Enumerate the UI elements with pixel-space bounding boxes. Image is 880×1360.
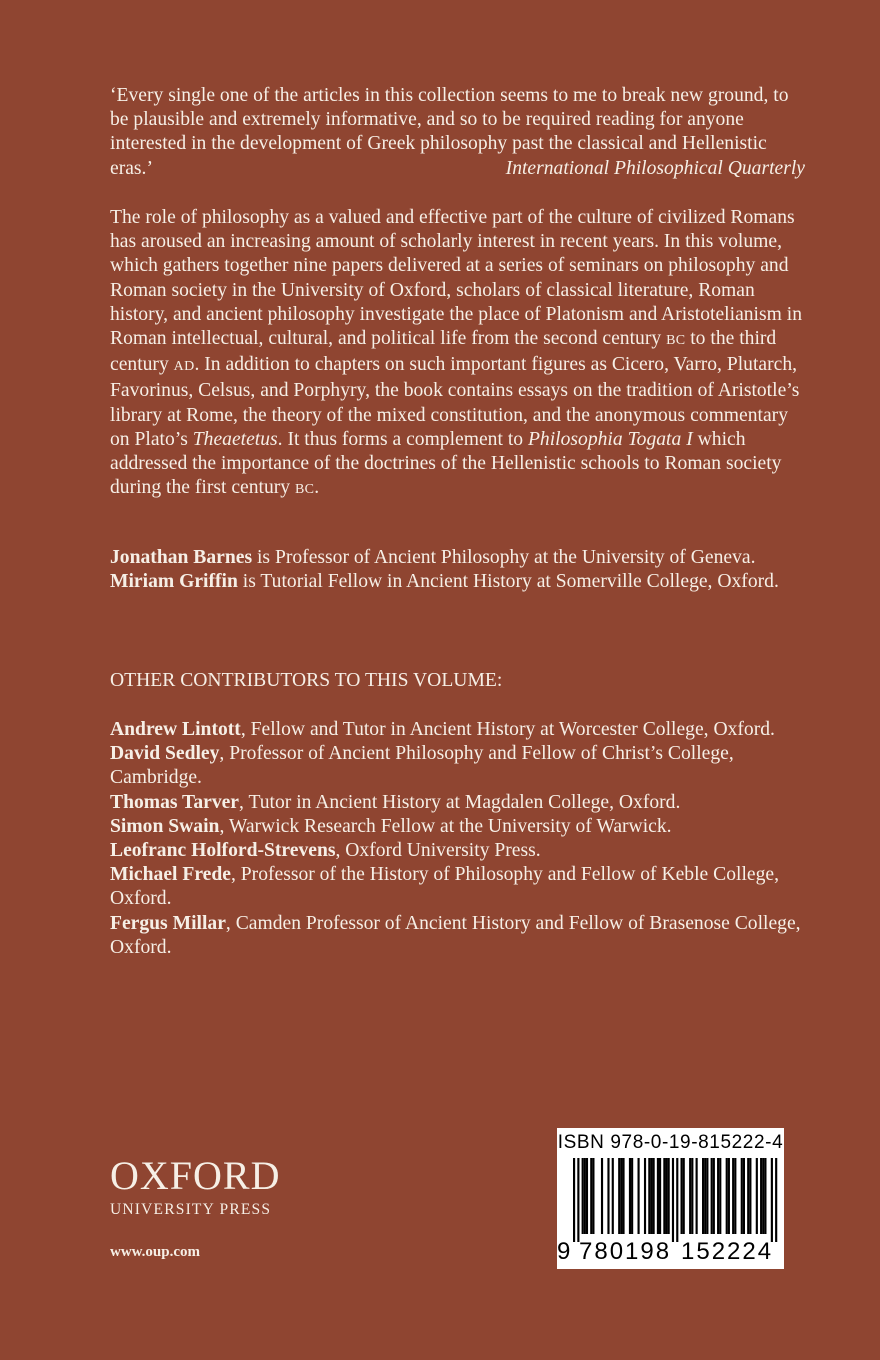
- barcode-bar: [689, 1158, 691, 1234]
- barcode-bar: [719, 1158, 721, 1234]
- contributor-name: Simon Swain: [110, 815, 220, 837]
- barcode-bar: [760, 1158, 762, 1234]
- review-source: International Philosophical Quarterly: [505, 157, 805, 179]
- description-text: . In addition to chapters on such important figures as Cicero, Varro, Plutarch, Favorinus, Celsus, and Porphyry, the book contains essays on the tradition of Aristotle’s library at Rome, the theory of the mixed constitution, and the anonymous commentary on Plato’s: [110, 354, 800, 450]
- contributor-name: Andrew Lintott: [110, 719, 241, 740]
- book-description: [110, 206, 805, 502]
- barcode-bar: [573, 1158, 575, 1242]
- barcode-bar: [711, 1158, 713, 1234]
- barcode-bar: [618, 1158, 620, 1234]
- barcode-bar: [612, 1158, 614, 1234]
- contributors-heading: OTHER CONTRIBUTORS TO THIS VOLUME:: [110, 670, 503, 691]
- barcode-bar: [584, 1158, 586, 1234]
- barcode-bar: [762, 1158, 764, 1234]
- editor-name: Miriam Griffin: [110, 571, 238, 593]
- barcode-bar: [702, 1158, 704, 1234]
- oxford-logo: [110, 1153, 310, 1219]
- barcode-bar: [648, 1158, 650, 1234]
- editor-name: Jonathan Barnes: [110, 547, 253, 568]
- logo-press-text: UNIVERSITY PRESS: [110, 1201, 272, 1218]
- contributor-entry: [110, 863, 805, 911]
- contributor-entry: [110, 839, 805, 863]
- barcode-bar: [706, 1158, 708, 1234]
- barcode-bar: [743, 1158, 745, 1234]
- contributor-name: Leofranc Holford-Strevens: [110, 840, 336, 862]
- barcode-bar: [607, 1158, 609, 1234]
- barcode-bar: [622, 1158, 624, 1234]
- logo-oxford-text: OXFORD: [110, 1153, 281, 1198]
- barcode-bar: [726, 1158, 728, 1234]
- barcode-bar: [764, 1158, 766, 1234]
- isbn-digits-left: 780198: [579, 1238, 672, 1265]
- barcode-bar: [665, 1158, 667, 1234]
- publisher-url: www.oup.com: [110, 1244, 201, 1260]
- contributor-entry: [110, 791, 805, 815]
- barcode-bar: [728, 1158, 730, 1234]
- contributor-bio: , Warwick Research Fellow at the University of Warwick.: [219, 815, 672, 837]
- title-philosophia-togata: Philosophia Togata I: [527, 428, 693, 450]
- barcode-bar: [663, 1158, 665, 1234]
- editor-entry: [110, 546, 805, 570]
- barcode-bar: [676, 1158, 678, 1242]
- barcode-bar: [732, 1158, 734, 1234]
- barcode-bar: [590, 1158, 592, 1234]
- barcode-bar: [668, 1158, 670, 1234]
- isbn-barcode: [557, 1128, 784, 1269]
- era-bc: BC: [666, 333, 686, 349]
- contributor-name: Michael Frede: [110, 864, 231, 886]
- era-ad: AD: [173, 359, 195, 375]
- editor-bio: is Professor of Ancient Philosophy at the University of Geneva.: [252, 547, 756, 568]
- barcode-bar: [657, 1158, 659, 1234]
- barcode-bar: [577, 1158, 579, 1242]
- isbn-digit-lead: 9: [557, 1238, 573, 1265]
- contributor-entry: [110, 912, 805, 960]
- barcode-bar: [644, 1158, 646, 1234]
- review-text: ‘Every single one of the articles in this collection seems to me to break new ground, to be plausible and extremely informative, and so to be required reading for anyone interested in the development of Greek philosophy past the classical and Hellenistic eras.’: [110, 85, 789, 179]
- barcode-bar: [592, 1158, 594, 1234]
- contributor-entry: [110, 815, 805, 839]
- barcode-bar: [691, 1158, 693, 1234]
- title-theaetetus: Theaetetus: [192, 428, 278, 450]
- barcode-bar: [620, 1158, 622, 1234]
- contributor-bio: , Camden Professor of Ancient History and Fellow of Brasenose College, Oxford.: [110, 912, 801, 958]
- barcode-bar: [683, 1158, 685, 1234]
- barcode-bar: [672, 1158, 674, 1242]
- barcode-bar: [631, 1158, 633, 1234]
- barcode-bar: [650, 1158, 652, 1234]
- description-text: The role of philosophy as a valued and effective part of the culture of civilized Romans has aroused an increasing amount of scholarly interest in recent years. In this volume, which gathers together nine papers delivered at a series of seminars on philosophy and Roman society in the University of Oxford, scholars of classical literature, Roman history, and ancient philosophy investigate the place of Platonism and Aristotelianism in Roman intellectual, cultural, and political life from the second century: [110, 207, 803, 350]
- barcode-bar: [756, 1158, 758, 1234]
- barcode-bars: [557, 1158, 784, 1242]
- barcode-bar: [582, 1158, 584, 1234]
- description-paragraph: [110, 206, 805, 502]
- contributor-entry: [110, 742, 805, 790]
- description-text: .: [314, 477, 320, 499]
- description-text: which addressed the importance of the doctrines of the Hellenistic schools to Roman society during the first century: [110, 428, 782, 499]
- editor-entry: [110, 570, 805, 594]
- barcode-bar: [734, 1158, 736, 1234]
- barcode-bar: [638, 1158, 640, 1234]
- contributor-name: Fergus Millar: [110, 912, 226, 934]
- barcode-bar: [704, 1158, 706, 1234]
- contributor-entry: [110, 718, 805, 742]
- barcode-bar: [681, 1158, 683, 1234]
- barcode-bar: [717, 1158, 719, 1234]
- description-text: to the third century: [110, 328, 777, 376]
- contributor-name: David Sedley: [110, 743, 220, 765]
- contributor-bio: , Professor of the History of Philosophy and Fellow of Keble College, Oxford.: [110, 864, 779, 910]
- barcode-bar: [586, 1158, 588, 1234]
- barcode-bar: [747, 1158, 749, 1234]
- review-quote: [110, 84, 805, 181]
- barcode-bar: [659, 1158, 661, 1234]
- barcode-bar: [749, 1158, 751, 1234]
- barcode-bar: [653, 1158, 655, 1234]
- barcode-bar: [629, 1158, 631, 1234]
- contributor-bio: , Fellow and Tutor in Ancient History at Worcester College, Oxford.: [240, 719, 775, 740]
- contributors-list: [110, 718, 805, 960]
- editors-list: [110, 546, 805, 594]
- barcode-bar: [696, 1158, 698, 1234]
- barcode-bar: [713, 1158, 715, 1234]
- contributor-name: Thomas Tarver: [110, 791, 240, 813]
- barcode-bar: [771, 1158, 773, 1242]
- description-text: . It thus forms a complement to: [277, 428, 528, 450]
- isbn-digits-right: 152224: [681, 1238, 774, 1265]
- barcode-bar: [601, 1158, 603, 1234]
- barcode-bar: [741, 1158, 743, 1234]
- contributor-bio: , Tutor in Ancient History at Magdalen College, Oxford.: [239, 791, 681, 813]
- era-bc: BC: [295, 482, 315, 498]
- contributor-bio: , Oxford University Press.: [335, 840, 541, 862]
- isbn-label: ISBN 978-0-19-815222-4: [557, 1132, 784, 1153]
- contributor-bio: , Professor of Ancient Philosophy and Fellow of Christ’s College, Cambridge.: [110, 743, 734, 789]
- editor-bio: is Tutorial Fellow in Ancient History at Somerville College, Oxford.: [237, 571, 779, 593]
- barcode-bar: [775, 1158, 777, 1242]
